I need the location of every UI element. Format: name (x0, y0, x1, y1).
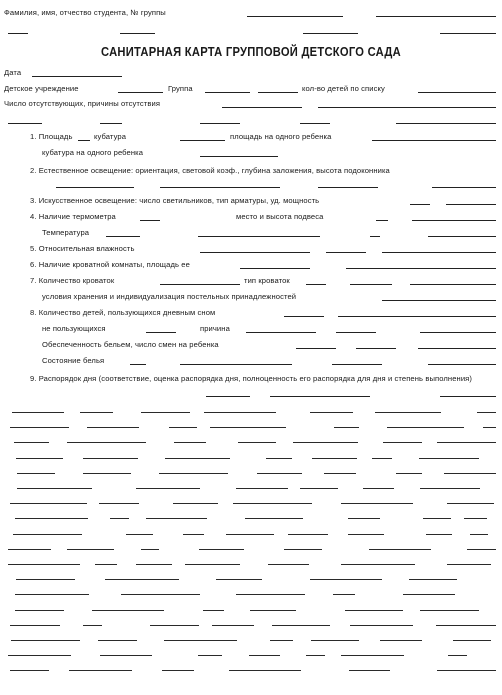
writing-line-segment[interactable] (341, 503, 413, 504)
writing-line-segment[interactable] (10, 670, 49, 671)
writing-line-segment[interactable] (437, 442, 496, 443)
placement-field[interactable] (376, 220, 388, 221)
item-7-bed-type: тип кроваток (244, 276, 290, 285)
writing-line-segment[interactable] (420, 610, 479, 611)
writing-line-segment[interactable] (249, 655, 280, 656)
bed-type-field[interactable] (306, 284, 326, 285)
writing-line-segment[interactable] (203, 610, 224, 611)
item-1-area: 1. Площадь (30, 132, 73, 141)
writing-line-segment[interactable] (204, 412, 276, 413)
writing-line-segment[interactable] (69, 670, 132, 671)
writing-line-segment[interactable] (83, 473, 131, 474)
writing-line-segment[interactable] (233, 503, 312, 504)
writing-line-segment[interactable] (387, 427, 464, 428)
writing-line-segment[interactable] (164, 640, 237, 641)
header-blank-2[interactable] (120, 33, 155, 34)
writing-line-segment[interactable] (419, 458, 479, 459)
daylight-field-2[interactable] (160, 187, 280, 188)
writing-line-segment[interactable] (453, 640, 491, 641)
writing-line-segment[interactable] (98, 640, 137, 641)
reason-field-3[interactable] (420, 332, 496, 333)
writing-line-segment[interactable] (396, 473, 422, 474)
writing-line-segment[interactable] (426, 534, 452, 535)
absent-line-2d[interactable] (300, 123, 330, 124)
writing-line-segment[interactable] (83, 458, 138, 459)
linen-condition-field-4[interactable] (428, 364, 496, 365)
writing-line-segment[interactable] (8, 655, 71, 656)
beds-field[interactable] (160, 284, 240, 285)
header-blank-3[interactable] (303, 33, 358, 34)
item-8-not-sleeping: не пользующихся (42, 324, 106, 333)
writing-line-segment[interactable] (420, 488, 480, 489)
student-name-field-2[interactable] (376, 16, 496, 17)
temperature-field-2[interactable] (198, 236, 320, 237)
writing-line-segment[interactable] (136, 564, 172, 565)
writing-line-segment[interactable] (10, 625, 60, 626)
writing-line-segment[interactable] (268, 564, 309, 565)
writing-line-segment[interactable] (311, 640, 359, 641)
writing-line-segment[interactable] (483, 427, 496, 428)
item-3-artificial-light: 3. Искусственное освещение: число светильников, тип арматуры, уд. мощность (30, 196, 320, 205)
writing-line-segment[interactable] (334, 427, 359, 428)
writing-line-segment[interactable] (185, 564, 240, 565)
writing-line-segment[interactable] (110, 518, 129, 519)
student-name-label: Фамилия, имя, отчество студента, № группы (4, 8, 166, 17)
writing-line-segment[interactable] (238, 442, 276, 443)
artificial-light-field[interactable] (410, 204, 430, 205)
writing-line-segment[interactable] (136, 488, 200, 489)
temperature-field[interactable] (106, 236, 140, 237)
linen-supply-field-2[interactable] (356, 348, 396, 349)
daylight-field-3[interactable] (318, 187, 378, 188)
writing-line-segment[interactable] (436, 625, 496, 626)
writing-line-segment[interactable] (150, 625, 199, 626)
writing-line-segment[interactable] (270, 640, 293, 641)
writing-line-segment[interactable] (8, 549, 51, 550)
writing-line-segment[interactable] (293, 442, 358, 443)
absent-field[interactable] (222, 107, 302, 108)
schedule-field-2[interactable] (270, 396, 370, 397)
writing-line-segment[interactable] (272, 625, 330, 626)
writing-line-segment[interactable] (437, 670, 496, 671)
writing-line-segment[interactable] (349, 670, 390, 671)
writing-line-segment[interactable] (11, 640, 80, 641)
writing-line-segment[interactable] (257, 473, 302, 474)
placement-field-2[interactable] (412, 220, 496, 221)
writing-line-segment[interactable] (306, 655, 325, 656)
writing-line-segment[interactable] (380, 640, 422, 641)
writing-line-segment[interactable] (284, 549, 322, 550)
date-label: Дата (4, 68, 22, 77)
writing-line-segment[interactable] (423, 518, 451, 519)
writing-line-segment[interactable] (210, 427, 286, 428)
writing-line-segment[interactable] (99, 503, 139, 504)
writing-line-segment[interactable] (212, 625, 254, 626)
writing-line-segment[interactable] (141, 412, 190, 413)
writing-line-segment[interactable] (324, 473, 356, 474)
writing-line-segment[interactable] (333, 594, 355, 595)
bed-type-field-3[interactable] (410, 284, 496, 285)
writing-line-segment[interactable] (10, 503, 87, 504)
writing-line-segment[interactable] (403, 594, 455, 595)
humidity-field-3[interactable] (382, 252, 496, 253)
writing-line-segment[interactable] (236, 594, 305, 595)
absent-line-2e[interactable] (396, 123, 496, 124)
writing-line-segment[interactable] (341, 655, 404, 656)
schedule-field-3[interactable] (440, 396, 496, 397)
linen-condition-field[interactable] (130, 364, 146, 365)
date-field[interactable] (32, 76, 122, 77)
writing-line-segment[interactable] (10, 427, 69, 428)
writing-line-segment[interactable] (13, 534, 82, 535)
area-per-child-field[interactable] (372, 140, 496, 141)
item-4-thermometer: 4. Наличие термометра (30, 212, 116, 221)
page-title: САНИТАРНАЯ КАРТА ГРУППОВОЙ ДЕТСКОГО САДА (101, 44, 401, 59)
sleep-field[interactable] (284, 316, 324, 317)
writing-line-segment[interactable] (470, 534, 488, 535)
writing-line-segment[interactable] (348, 518, 380, 519)
writing-line-segment[interactable] (141, 549, 159, 550)
writing-line-segment[interactable] (183, 534, 204, 535)
writing-line-segment[interactable] (8, 564, 80, 565)
children-count-field[interactable] (418, 92, 496, 93)
linen-supply-field-3[interactable] (418, 348, 496, 349)
writing-line-segment[interactable] (15, 610, 64, 611)
writing-line-segment[interactable] (216, 579, 262, 580)
humidity-field-2[interactable] (326, 252, 366, 253)
writing-line-segment[interactable] (12, 412, 64, 413)
writing-line-segment[interactable] (345, 610, 403, 611)
item-1-area-per-child: площадь на одного ребенка (230, 132, 332, 141)
writing-line-segment[interactable] (300, 488, 338, 489)
item-1-volume: кубатура (94, 132, 127, 141)
bedroom-field[interactable] (240, 268, 310, 269)
humidity-field[interactable] (200, 252, 310, 253)
item-5-humidity: 5. Относительная влажность (30, 244, 135, 253)
writing-line-segment[interactable] (372, 458, 392, 459)
writing-line-segment[interactable] (17, 488, 92, 489)
linen-condition-field-3[interactable] (332, 364, 382, 365)
writing-line-segment[interactable] (477, 412, 496, 413)
writing-line-segment[interactable] (174, 442, 206, 443)
writing-line-segment[interactable] (105, 579, 179, 580)
writing-line-segment[interactable] (159, 473, 228, 474)
daylight-field[interactable] (56, 187, 134, 188)
bedding-field[interactable] (382, 300, 496, 301)
writing-line-segment[interactable] (375, 412, 441, 413)
writing-line-segment[interactable] (383, 442, 422, 443)
reason-field[interactable] (246, 332, 316, 333)
volume-per-child-field[interactable] (200, 156, 278, 157)
writing-line-segment[interactable] (15, 518, 88, 519)
writing-line-segment[interactable] (83, 625, 102, 626)
group-field[interactable] (205, 92, 250, 93)
linen-condition-field-2[interactable] (180, 364, 292, 365)
not-sleeping-field[interactable] (146, 332, 176, 333)
writing-line-segment[interactable] (363, 488, 394, 489)
item-2-daylight: 2. Естественное освещение: ориентация, световой коэф., глубина заложения, высота подоконника (30, 166, 390, 175)
writing-line-segment[interactable] (464, 518, 487, 519)
writing-line-segment[interactable] (169, 427, 197, 428)
writing-line-segment[interactable] (95, 564, 117, 565)
writing-line-segment[interactable] (448, 655, 467, 656)
writing-line-segment[interactable] (16, 579, 75, 580)
absent-field-2[interactable] (318, 107, 496, 108)
writing-line-segment[interactable] (14, 442, 49, 443)
writing-line-segment[interactable] (229, 670, 301, 671)
absent-line-2b[interactable] (100, 123, 122, 124)
writing-line-segment[interactable] (67, 442, 146, 443)
item-6-bedroom: 6. Наличие кроватной комнаты, площадь ее (30, 260, 190, 269)
temperature-field-4[interactable] (428, 236, 496, 237)
item-4-placement: место и высота подвеса (236, 212, 324, 221)
writing-line-segment[interactable] (447, 564, 491, 565)
writing-line-segment[interactable] (467, 549, 496, 550)
item-8-linen-condition: Состояние белья (42, 356, 105, 365)
writing-line-segment[interactable] (67, 549, 114, 550)
student-name-field[interactable] (247, 16, 343, 17)
writing-line-segment[interactable] (226, 534, 274, 535)
absent-line-2c[interactable] (200, 123, 240, 124)
writing-line-segment[interactable] (266, 458, 292, 459)
writing-line-segment[interactable] (447, 503, 494, 504)
absent-line-2a[interactable] (8, 123, 42, 124)
bed-type-field-2[interactable] (350, 284, 392, 285)
writing-line-segment[interactable] (165, 458, 230, 459)
children-count-label: кол-во детей по списку (302, 84, 385, 93)
header-blank-1[interactable] (8, 33, 28, 34)
item-8-sleep: 8. Количество детей, пользующихся дневным сном (30, 308, 216, 317)
item-4-temperature: Температура (42, 228, 90, 237)
absent-label: Число отсутствующих, причины отсутствия (4, 99, 161, 108)
group-field-2[interactable] (258, 92, 298, 93)
writing-line-segment[interactable] (199, 549, 244, 550)
artificial-light-field-2[interactable] (446, 204, 496, 205)
writing-line-segment[interactable] (350, 625, 413, 626)
writing-line-segment[interactable] (348, 534, 384, 535)
writing-line-segment[interactable] (17, 473, 55, 474)
bedroom-field-2[interactable] (346, 268, 496, 269)
writing-line-segment[interactable] (126, 534, 153, 535)
writing-line-segment[interactable] (92, 610, 164, 611)
writing-line-segment[interactable] (236, 488, 288, 489)
institution-label: Детское учреждение (4, 84, 79, 93)
volume-field[interactable] (180, 140, 225, 141)
daylight-field-4[interactable] (432, 187, 496, 188)
area-field[interactable] (78, 140, 90, 141)
writing-line-segment[interactable] (341, 564, 415, 565)
writing-line-segment[interactable] (87, 427, 139, 428)
writing-line-segment[interactable] (146, 518, 207, 519)
writing-line-segment[interactable] (173, 503, 218, 504)
header-blank-4[interactable] (440, 33, 496, 34)
writing-line-segment[interactable] (312, 458, 357, 459)
temperature-field-3[interactable] (370, 236, 380, 237)
writing-line-segment[interactable] (409, 579, 457, 580)
writing-line-segment[interactable] (100, 655, 152, 656)
writing-line-segment[interactable] (245, 518, 303, 519)
item-8-reason: причина (200, 324, 230, 333)
thermometer-field[interactable] (140, 220, 160, 221)
writing-line-segment[interactable] (198, 655, 222, 656)
item-1-volume-per-child: кубатура на одного ребенка (42, 148, 144, 157)
writing-line-segment[interactable] (288, 534, 328, 535)
writing-line-segment[interactable] (310, 412, 353, 413)
writing-line-segment[interactable] (369, 549, 431, 550)
writing-line-segment[interactable] (80, 412, 113, 413)
writing-line-segment[interactable] (121, 594, 200, 595)
sleep-field-2[interactable] (338, 316, 496, 317)
writing-line-segment[interactable] (250, 610, 296, 611)
writing-line-segment[interactable] (162, 670, 194, 671)
item-7-beds: 7. Количество кроваток (30, 276, 115, 285)
item-7-bedding: условия хранения и индивидуализация постельных принадлежностей (42, 292, 297, 301)
schedule-field[interactable] (206, 396, 250, 397)
linen-supply-field[interactable] (296, 348, 336, 349)
writing-line-segment[interactable] (444, 473, 496, 474)
reason-field-2[interactable] (336, 332, 376, 333)
writing-line-segment[interactable] (16, 458, 63, 459)
group-label: Группа (168, 84, 193, 93)
writing-line-segment[interactable] (310, 579, 382, 580)
item-8-linen-supply: Обеспеченность бельем, число смен на ребенка (42, 340, 219, 349)
writing-line-segment[interactable] (15, 594, 89, 595)
item-9-schedule: 9. Распорядок дня (соответствие, оценка распорядка дня, полноценность его распорядка для дня и степень выполнения) (30, 374, 473, 383)
institution-field[interactable] (118, 92, 163, 93)
